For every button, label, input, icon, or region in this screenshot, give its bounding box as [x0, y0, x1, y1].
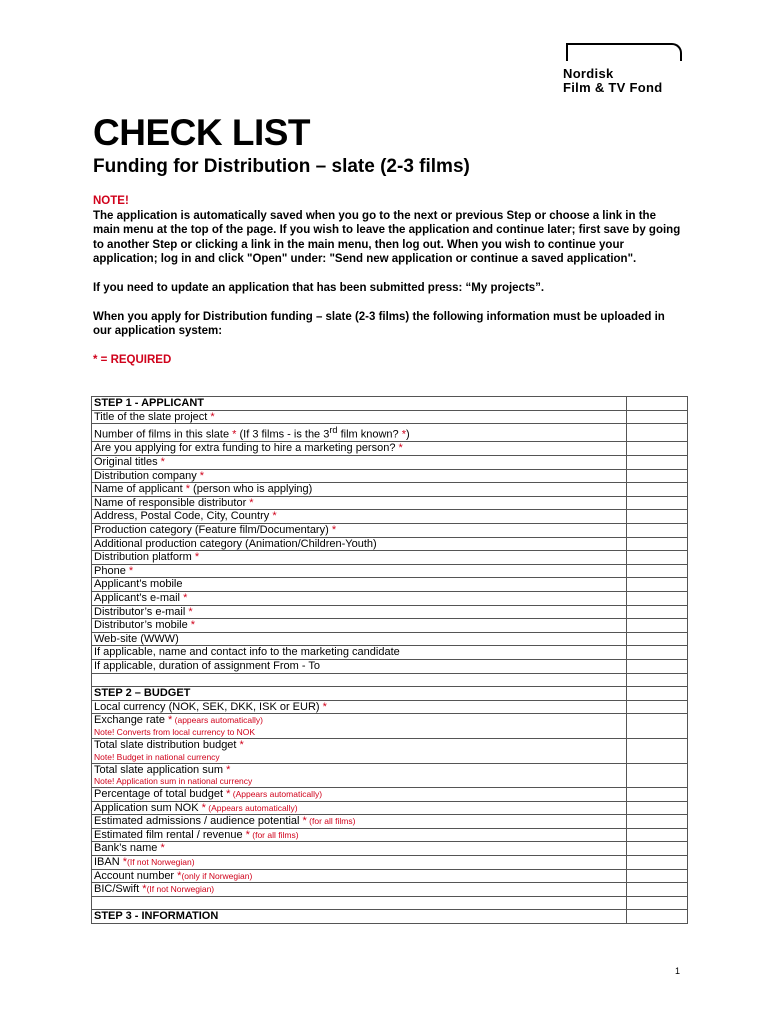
table-row [92, 700, 688, 714]
step-header-row [92, 910, 688, 924]
field-note: Note! Budget in national currency [94, 751, 220, 762]
table-row [92, 510, 688, 524]
field-label: Additional production category (Animation/Children-Youth) [94, 537, 377, 550]
required-marker: * [322, 700, 327, 713]
field-cell [92, 397, 627, 411]
blank-row [92, 673, 688, 687]
table-row [92, 619, 688, 633]
field-label-suffix: (person who is applying) [190, 483, 313, 496]
field-cell [92, 442, 627, 456]
page-title: CHECK LIST [93, 112, 310, 153]
note-body: The application is automatically saved when you go to the next or previous Step or choose a link in the main menu at the top of the page. If you wish to leave the application and continue later; first save by going to another Step or clicking a link in the main menu, then log out. When you wish to continue your application; log in and click "Open" under: "Send new application or continue a saved application". [93, 209, 681, 266]
field-cell [92, 410, 627, 424]
logo-line2: Film & TV Fond [563, 80, 663, 95]
required-marker: * [122, 856, 128, 869]
field-label: Total slate application sum [94, 763, 227, 776]
required-marker: * [272, 510, 277, 523]
checkbox-cell[interactable] [627, 397, 688, 411]
note-label: NOTE! [93, 195, 129, 207]
field-hint: (appears automatically) [172, 715, 263, 726]
note-apply: When you apply for Distribution funding – slate (2-3 films) the following information must be uploaded in our application system: [93, 310, 665, 338]
field-note: Note! Converts from local currency to NOK [94, 726, 256, 737]
field-cell [92, 632, 627, 646]
required-marker: * [142, 883, 147, 896]
required-marker: * [201, 801, 206, 814]
field-label: Account number [94, 869, 178, 882]
field-label: Name of applicant [94, 483, 186, 496]
field-label-suffix: film known? [337, 428, 402, 441]
field-cell [92, 524, 627, 538]
field-label: Production category (Feature film/Documentary) [94, 524, 332, 536]
field-label-suffix: ) [406, 428, 410, 441]
field-label: Original titles [94, 456, 161, 469]
checkbox-cell[interactable] [627, 815, 688, 829]
checkbox-cell[interactable] [627, 469, 688, 483]
page-subtitle: Funding for Distribution – slate (2-3 films) [93, 156, 470, 177]
table-row [92, 578, 688, 592]
required-marker: * [185, 483, 190, 496]
field-label: Name of responsible distributor [94, 496, 250, 509]
field-hint: (for all films) [306, 816, 356, 827]
checkbox-cell[interactable] [627, 738, 688, 763]
field-cell [92, 578, 627, 592]
checkbox-cell[interactable] [627, 700, 688, 714]
blank-row [92, 896, 688, 910]
field-cell [92, 896, 627, 910]
required-marker: * [398, 442, 403, 455]
note-block [93, 194, 683, 367]
field-label: IBAN [94, 856, 123, 869]
checkbox-cell[interactable] [627, 605, 688, 619]
required-marker: * [239, 738, 244, 751]
checkbox-cell[interactable] [627, 646, 688, 660]
field-cell [92, 910, 627, 924]
table-row [92, 632, 688, 646]
field-label: Exchange rate [94, 714, 168, 727]
table-row [92, 410, 688, 424]
required-marker: * [188, 605, 193, 618]
field-cell [92, 869, 627, 883]
field-cell [92, 673, 627, 687]
checkbox-cell[interactable] [627, 788, 688, 802]
field-label: Number of films in this slate [94, 428, 233, 441]
checkbox-cell[interactable] [627, 619, 688, 633]
field-label: STEP 3 - INFORMATION [94, 910, 219, 923]
checkbox-cell[interactable] [627, 564, 688, 578]
checklist-table [91, 396, 688, 924]
ordinal-superscript: rd [329, 425, 338, 436]
field-cell [92, 510, 627, 524]
table-row [92, 738, 688, 763]
checklist-body [92, 397, 688, 924]
field-label: If applicable, name and contact info to the marketing candidate [94, 646, 400, 659]
field-label: Phone [94, 564, 129, 577]
field-label: Estimated film rental / revenue [94, 828, 246, 841]
checkbox-cell[interactable] [627, 510, 688, 524]
table-row [92, 591, 688, 605]
table-row [92, 469, 688, 483]
field-cell [92, 763, 627, 788]
field-cell [92, 738, 627, 763]
table-row [92, 883, 688, 897]
field-cell [92, 456, 627, 470]
field-label: Web-site (WWW) [94, 632, 179, 645]
table-row [92, 788, 688, 802]
field-hint: (Appears automatically) [230, 789, 323, 800]
required-marker: * [331, 524, 337, 536]
checkbox-cell[interactable] [627, 659, 688, 673]
required-marker: * [194, 551, 200, 564]
logo-line1: Nordisk [563, 66, 614, 81]
table-row [92, 551, 688, 565]
field-cell [92, 424, 627, 442]
field-label-suffix: (If 3 films - is the 3 [236, 428, 330, 441]
field-cell [92, 815, 627, 829]
field-cell [92, 856, 627, 870]
field-hint: (If not Norwegian) [127, 857, 195, 868]
table-row [92, 763, 688, 788]
field-hint: (If not Norwegian) [146, 884, 215, 895]
required-marker: * [160, 456, 165, 469]
required-marker: * [177, 869, 182, 882]
field-label: Distributor’s e-mail [94, 605, 189, 618]
table-row [92, 714, 688, 739]
field-hint: (Appears automatically) [205, 802, 298, 813]
checkbox-cell[interactable] [627, 632, 688, 646]
required-marker: * [232, 428, 237, 441]
field-cell [92, 687, 627, 701]
required-marker: * [226, 788, 231, 801]
field-hint: (only if Norwegian) [181, 870, 253, 881]
checkbox-cell[interactable] [627, 578, 688, 592]
field-cell [92, 483, 627, 497]
field-cell [92, 469, 627, 483]
required-marker: * [226, 763, 231, 776]
field-cell [92, 714, 627, 739]
field-cell [92, 646, 627, 660]
field-label: Applicant’s mobile [94, 578, 183, 591]
table-row [92, 801, 688, 815]
field-cell [92, 564, 627, 578]
required-marker: * [249, 496, 254, 509]
field-cell [92, 619, 627, 633]
table-row [92, 496, 688, 510]
field-cell [92, 828, 627, 842]
table-row [92, 483, 688, 497]
field-note: Note! Application sum in national currency [94, 776, 253, 787]
checkbox-cell[interactable] [627, 869, 688, 883]
checkbox-cell[interactable] [627, 828, 688, 842]
checkbox-cell[interactable] [627, 483, 688, 497]
table-row [92, 856, 688, 870]
table-row [92, 659, 688, 673]
checkbox-cell[interactable] [627, 551, 688, 565]
checkbox-cell[interactable] [627, 896, 688, 910]
checkbox-cell[interactable] [627, 673, 688, 687]
required-marker: * [183, 591, 188, 604]
checkbox-cell[interactable] [627, 410, 688, 424]
required-marker: * [245, 828, 250, 841]
table-row [92, 442, 688, 456]
field-label: If applicable, duration of assignment From - To [94, 659, 321, 672]
checkbox-cell[interactable] [627, 537, 688, 551]
field-cell [92, 788, 627, 802]
table-row [92, 456, 688, 470]
table-row [92, 815, 688, 829]
field-label: Local currency (NOK, SEK, DKK, ISK or EUR) [94, 700, 323, 713]
logo [560, 43, 685, 98]
table-row [92, 524, 688, 538]
checkbox-cell[interactable] [627, 842, 688, 856]
field-cell [92, 842, 627, 856]
field-label: Total slate distribution budget [94, 738, 240, 751]
table-row [92, 842, 688, 856]
checkbox-cell[interactable] [627, 910, 688, 924]
checkbox-cell[interactable] [627, 456, 688, 470]
field-label: Address, Postal Code, City, Country [94, 510, 273, 523]
checkbox-cell[interactable] [627, 424, 688, 442]
checkbox-cell[interactable] [627, 801, 688, 815]
step-header-row [92, 397, 688, 411]
field-label: Application sum NOK [94, 801, 202, 814]
field-label: Bank’s name [94, 842, 161, 855]
field-cell [92, 883, 627, 897]
required-legend: * = REQUIRED [93, 353, 172, 366]
checkbox-cell[interactable] [627, 883, 688, 897]
field-label: STEP 1 - APPLICANT [94, 397, 205, 409]
field-cell [92, 537, 627, 551]
required-marker: * [210, 410, 215, 423]
checkbox-cell[interactable] [627, 763, 688, 788]
field-label: Title of the slate project [94, 410, 211, 423]
field-label: Distribution platform [94, 551, 195, 564]
field-label: Distribution company [94, 469, 200, 482]
table-row [92, 564, 688, 578]
field-cell [92, 659, 627, 673]
field-label: Are you applying for extra funding to hire a marketing person? [94, 442, 399, 455]
required-marker: * [302, 815, 307, 828]
checkbox-cell[interactable] [627, 524, 688, 538]
logo-bracket [566, 43, 682, 61]
field-cell [92, 591, 627, 605]
checkbox-cell[interactable] [627, 442, 688, 456]
field-label: Applicant’s e-mail [94, 591, 184, 604]
required-marker: * [128, 564, 134, 577]
required-marker: * [401, 428, 406, 441]
field-cell [92, 496, 627, 510]
checkbox-cell[interactable] [627, 714, 688, 739]
field-cell [92, 801, 627, 815]
required-marker: * [199, 469, 205, 482]
table-row [92, 828, 688, 842]
table-row [92, 605, 688, 619]
step-header-row [92, 687, 688, 701]
table-row [92, 537, 688, 551]
table-row [92, 869, 688, 883]
field-cell [92, 605, 627, 619]
field-hint: (for all films) [249, 829, 299, 840]
required-marker: * [190, 619, 196, 632]
note-update: If you need to update an application that has been submitted press: “My projects”. [93, 281, 545, 294]
field-cell [92, 700, 627, 714]
table-row [92, 424, 688, 442]
checkbox-cell[interactable] [627, 591, 688, 605]
field-cell [92, 551, 627, 565]
required-marker: * [168, 714, 173, 727]
page-number: 1 [675, 966, 681, 976]
field-label: Estimated admissions / audience potential [94, 815, 303, 828]
checkbox-cell[interactable] [627, 687, 688, 701]
table-row [92, 646, 688, 660]
field-label: BIC/Swift [94, 883, 143, 896]
field-label: STEP 2 – BUDGET [94, 687, 191, 700]
field-label: Distributor’s mobile [94, 619, 191, 632]
required-marker: * [160, 842, 165, 855]
checkbox-cell[interactable] [627, 856, 688, 870]
logo-text [563, 67, 663, 95]
field-label: Percentage of total budget [94, 788, 227, 801]
checkbox-cell[interactable] [627, 496, 688, 510]
